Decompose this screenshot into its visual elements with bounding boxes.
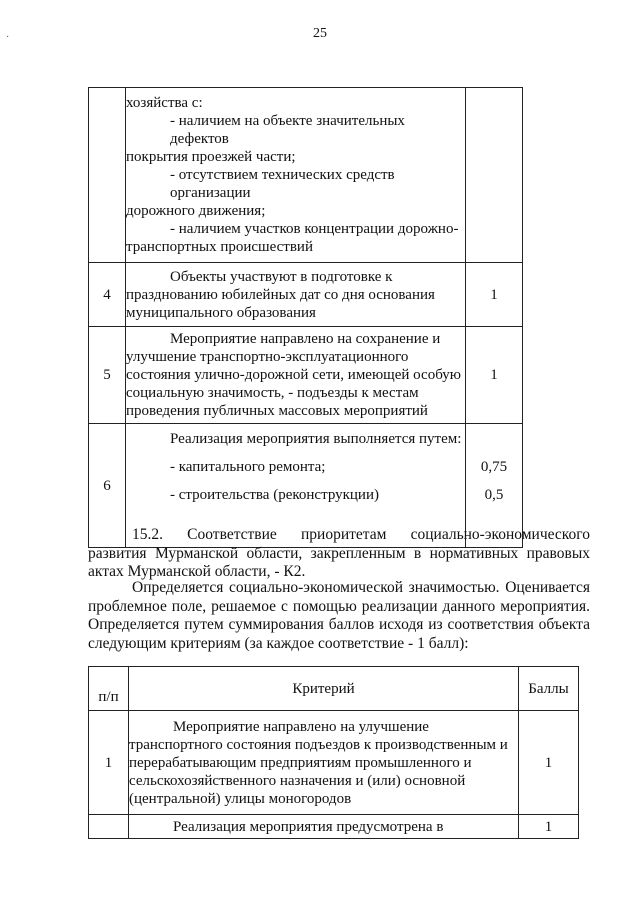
criterion-line: - отсутствием технических средств организации xyxy=(170,167,395,201)
criterion-cell: Объекты участвуют в подготовке к празднованию юбилейных дат со дня основания муниципального образования xyxy=(126,263,466,327)
criterion-line: - наличием участков концентрации дорожно- xyxy=(170,221,459,237)
criterion-cell: Мероприятие направлено на улучшение транспортного состояния подъездов к производственным и перерабатывающим предприятиям промышленного и сельскохозяйственного назначения и (или) основной (центральной) улицы моногородов xyxy=(129,711,519,815)
table-row xyxy=(89,815,579,839)
criterion-intro: Реализация мероприятия выполняется путем: xyxy=(170,431,462,447)
row-number: 1 xyxy=(89,711,129,815)
score-cell: 1 xyxy=(519,815,579,839)
scan-artifact-dot: · xyxy=(6,32,10,43)
criterion-line: дорожного движения; xyxy=(126,203,266,219)
score-value: 0,5 xyxy=(484,487,504,503)
header-score: Баллы xyxy=(519,667,579,711)
row-number: 4 xyxy=(89,263,126,327)
criterion-line: покрытия проезжей части; xyxy=(126,149,296,165)
page-number: 25 xyxy=(313,26,327,41)
paragraph-description: Определяется социально-экономической значимостью. Оценивается проблемное поле, решаемое с помощью реализации данного мероприятия. Определяется путем суммирования баллов исходя из соответствия объекта следующим критериям (за каждое соответствие - 1 балл): xyxy=(88,579,590,652)
criterion-cell xyxy=(126,88,466,263)
score-cell: 1 xyxy=(466,327,523,424)
criterion-cell: Реализация мероприятия предусмотрена в xyxy=(129,815,519,839)
score-value: 0,75 xyxy=(480,459,508,475)
table-row xyxy=(89,263,523,327)
table-row xyxy=(89,711,579,815)
criterion-item: - строительства (реконструкции) xyxy=(170,487,379,503)
row-number: 5 xyxy=(89,327,126,424)
row-number xyxy=(89,88,126,263)
table-header-row xyxy=(89,667,579,711)
score-cell: 1 xyxy=(466,263,523,327)
criterion-cell: Мероприятие направлено на сохранение и улучшение транспортно-эксплуатационного состояния улично-дорожной сети, имеющей особую социальную значимость, - подъезды к местам проведения публичных массовых мероприятий xyxy=(126,327,466,424)
criterion-line: транспортных происшествий xyxy=(126,239,313,255)
criterion-line: - наличием на объекте значительных дефектов xyxy=(170,113,405,147)
criteria-table xyxy=(88,666,579,839)
header-criterion: Критерий xyxy=(129,667,519,711)
criterion-line: хозяйства с: xyxy=(126,95,203,111)
table-row xyxy=(89,88,523,263)
table-row xyxy=(89,327,523,424)
score-cell: 1 xyxy=(519,711,579,815)
row-number: 6 xyxy=(89,424,126,548)
criterion-item: - капитального ремонта; xyxy=(170,459,326,475)
criteria-table-continued xyxy=(88,87,523,548)
paragraph-15-2: 15.2. Соответствие приоритетам социально-экономического развития Мурманской области, закрепленным в нормативных правовых актах Мурманской области, - К2. xyxy=(88,526,590,580)
header-number: п/п xyxy=(89,667,129,711)
score-cell xyxy=(466,88,523,263)
row-number xyxy=(89,815,129,839)
